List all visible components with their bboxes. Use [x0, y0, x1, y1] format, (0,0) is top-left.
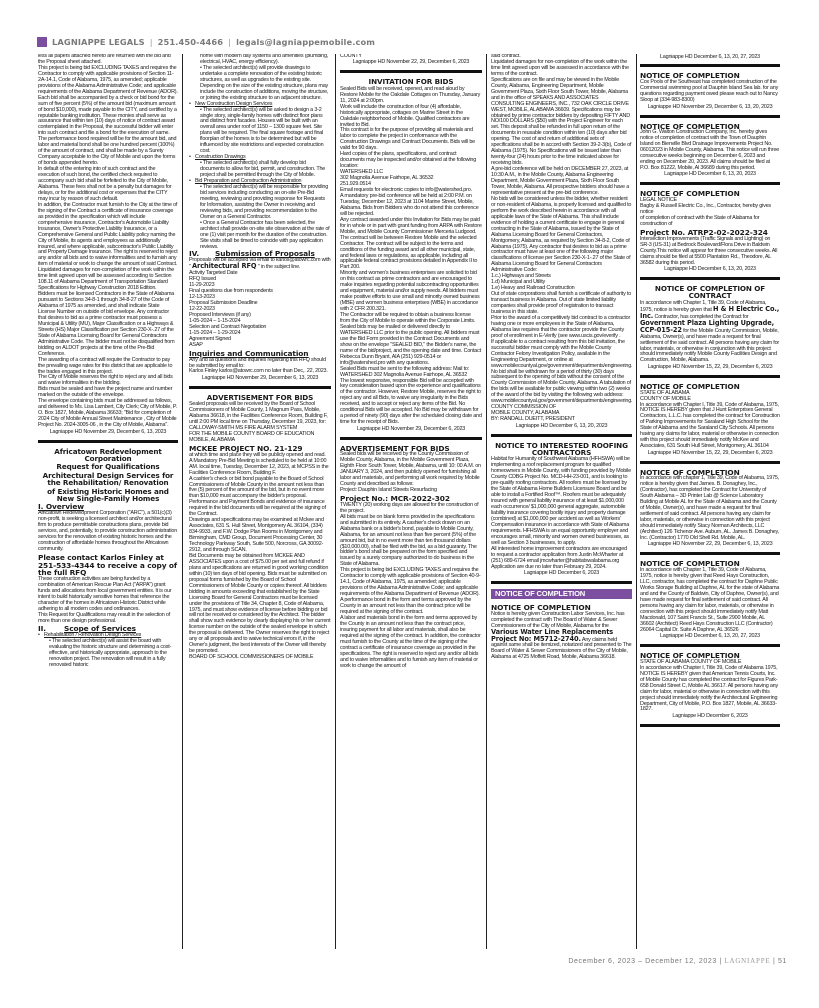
notice-line: RFQ Issued — [189, 276, 217, 283]
notice-paragraph: TWENTY (20) working days are allowed for the construction of the project. — [340, 501, 479, 514]
notice-paragraph: Bid Documents may be obtained from MCKEE AND ASSOCIATES upon a cost of $75.00 per set and full refund if plans and specifications are returned in good working condition within (10) ten days of bid opening. Bids must be submitted on proposal forms furnished by the Board of School Commissioners of Mobile County or copies thereof. All bidders bidding in amounts exceeding that established by the State Licensing Board for General Contractors must be licensed under the provisions of Title 34, Chapter 8, Code of Alabama, 1975, and must show evidence of license before bidding or bid will not be received or considered by the Architect. The bidder shall show such evidence by clearly displaying his or her current license number on the outside of the sealed envelope in which the proposal is delivered. The Owner reserves the right to reject any or all proposals and to waive technical errors if, in the Owner's judgment, the best interests of the Owner will thereby be promoted. — [189, 552, 331, 655]
header-email[interactable]: legals@lagniappemobile.com — [236, 37, 376, 47]
notice-paragraph: In default of the entering into of such contract and the execution of such bond, the certified check required to accompany such bid shall be forfeited to the City of Mobile, Alabama. These fees shall not be a penalty but damages for delays, or for the additional cost or expenses that the CITY may incur by reason of such default. — [38, 166, 172, 202]
notice-paragraph: Hard copies of the plans, specifications, and contract documents may be inspected and/or obtained at the following location: — [340, 151, 477, 170]
notice-lines — [491, 274, 632, 292]
section-title: LAGNIAPPE LEGALS — [52, 37, 145, 47]
notice-heading: Please contact Karlos Finley at 251-533-4344 to receive a copy of the full RFQ — [38, 552, 177, 578]
notice-paragraph: Minority and women's business enterprises are solicited to bid on this contract as prime contractors and are encouraged to make inquiries regarding potential subcontracting opportunities and equipment, material and/or supply needs. All bidders must make positive efforts to use small and minority owned business (MBE) and women business enterprises (WBE) in accordance with 2 CFR 200.321. — [340, 270, 480, 313]
column-5 — [640, 54, 780, 949]
notice-line: 11-29-2023 — [189, 282, 215, 289]
notice-paragraph: A cashier's check or bid bond payable to the Board of School Commissioners of Mobile County in the amount not less than five (5) percent of the amount of the bid, but in no event more than $10,000 must accompany the bidder's proposal. Performance and Payment Bonds and evidence of insurance required in the bid documents will be required at the signing of the Contract. — [189, 475, 326, 518]
column-divider — [335, 54, 336, 949]
run-dates: Lagniappe HD December 6, 2023 — [523, 569, 600, 576]
run-dates: Lagniappe HD November 15, 22, 29, December 6, 2023 — [647, 449, 773, 456]
notice-paragraph: Sealed proposals will be received by the Board of School Commissioners of Mobile County, 1 Magnum Pass, Mobile, Alabama 36618, in the Facilities Conference Room, Building F, until 2:00 PM local time on Thursday, December 19, 2023, for: — [189, 401, 328, 426]
page-number: 51 — [778, 958, 787, 965]
run-dates: Lagniappe HD December 6, 13, 20, 27, 2023 — [659, 54, 761, 60]
notice-divider — [340, 437, 482, 440]
notice-heading: NOTICE OF COMPLETION — [640, 381, 740, 391]
run-dates: Lagniappe HD November 15, 22, 29, December 6, 2023 — [647, 363, 773, 370]
scope-description: • The selected architect(s) will be asked to design a 3-2 single story, single-family homes with distinct floor plans and distinct front facades. Houses will be built with an overall area under roof of 1150 – 1300 square feet. Site plans will be required. The final square footage and final floorplan of the homes is to be determined but will be influenced by site restrictions and expected construction cost. — [200, 106, 324, 155]
notice-heading: NOTICE OF COMPLETION — [640, 189, 740, 199]
notice-paragraph: Specifications are on file and may be viewed in the Mobile County, Alabama, Engineering Department, Mobile Government Plaza, Sixth Floor South Tower, Mobile, Alabama and in the office of SPEAKS AND ASSOCIATES CONSULTING ENGINEERS, INC., 732 OAK CIRCLE DRIVE WEST, MOBILE, ALABAMA 36609. Specifications may be obtained by prime contractor bidders by depositing FIFTY AND NO/100 DOLLARS ($50) with the Project Engineer for each set. This deposit shall be refunded in full upon return of the documents in reusable condition within ten (10) days after bid opening. The cost of and return of additional sets of specifications shall be in accord with Section 39-2-3(b), Code of Alabama (1975). No Specifications will be issued later than twenty-four (24) hours prior to the time indicated above for receiving bids. — [491, 76, 632, 167]
notice-paragraph: Any and all questions and inquiries regarding this RFQ should be submitted by email to: — [189, 356, 326, 369]
notice-paragraph: A Mandatory Pre-Bid Meeting is scheduled to be held at 10:00 AM. local time, Tuesday, December 12, 2023, at MCPSS in the Facilities Conference Room, Building F. — [189, 457, 329, 476]
notice-paragraph: Project: Dauphin Island Streets Resurfacing — [340, 487, 437, 494]
notice-paragraph: The Contractor will be required to obtain a business license from the City of Mobile to operate within the Corporate Limits. — [340, 312, 476, 324]
notice-paragraph: Drawings and specifications may be examined at Mckee and Associates, 631 S. Hull Street, Montgomery AL 36104, (334) 834-9933, and F.W. Dodge Plan Rooms in Montgomery and Birmingham, CMD Group, Document Processing Center, 30 Technology Parkway South, Suite 500, Norcross, GA 30092-2912, and through SCAN. — [189, 517, 324, 553]
notice-paragraph: Prior to the award of a competitively bid contract to a contractor having one or more employees in the State of Alabama, Alabama law requires that the contractor provide the County proof of enrollment in E-Verify (see www.uscis.gov/everify . — [491, 314, 631, 339]
notice-paragraph: The envelope containing bids must be addressed as follows, and delivered to Ms. Lisa Lambert, City Clerk; City of Mobile, P. O. Box 1827, Mobile, Alabama 36633; "Bid for completion of 2024 City of Mobile Annual Street Maintenance , City of Mobile Project No. 2024-3005-06 , in the City of Mobile, Alabama". — [38, 398, 177, 429]
notice-lines — [640, 391, 780, 403]
notice-line: Activity Targeted Date — [189, 270, 238, 277]
run-dates: Lagniappe HD December 6, 13, 20, 2023 — [664, 266, 756, 273]
notice-paragraph: Liquidated damages for non-completion of the work within the time limit agreed upon will be assessed in accordance with the terms of the contract. — [491, 58, 629, 77]
notice-line: 1.d) Municipal and Utility — [491, 279, 546, 286]
notice-paragraph: In accordance with Chapter I, Title 39, Code of Alabama, 1975, NOTICE IS HEREBY given that J Hunt Enterprises General Contractors, L.L.C. has completed the contract for Construction of Parking Improvements for Saraland High School for the State of Alabama and the Saraland City Schools. All persons having any claims for labor, material or otherwise in connection with this project should immediately notify McKee and Associates, 631 South Hull Street, Montgomery, AL 36104 — [640, 401, 780, 450]
notice-heading: of Existing Historic Homes and New Single-Family Homes — [47, 486, 169, 503]
scope-item: • New Construction Design Services — [189, 102, 331, 108]
notice-line: WATERSHED LLC — [340, 169, 384, 176]
notice-heading: INVITATION FOR BIDS — [368, 77, 454, 87]
text-run: " in the subject line. — [256, 264, 301, 271]
notice-heading: ADVERTISEMENT FOR BIDS — [340, 443, 450, 453]
run-dates: Lagniappe HD November 22, 29, December 6, 13, 2023 — [647, 541, 773, 548]
notice-paragraph: No bid shall be withdrawn for a period of thirty (30) days subsequent to the opening of bids without the consent of the County Commission of Mobile County, Alabama. A tabulation of the bids will be available for public viewing within two (2) weeks of the award of the bid by visiting the following web address: www.mobilecountyal.gov/government/departments/engineering. — [491, 368, 632, 405]
notice-paragraph — [491, 612, 632, 662]
section-number: IV. — [189, 249, 200, 259]
notice-paragraph: John G. Walton Construction Company, Inc. hereby gives notice of completion of contract with the Town of Dauphin Island on Bienville Blvd Drainage Improvements Project No. 06012023 in Mobile County, Alabama. This notice will run three consecutive weeks beginning on December 6, 2023 and ending on December 20, 2023. All claims should be filed at P.O. Box 81222, Mobile, Al 36689 during this period. — [640, 129, 780, 172]
notice-paragraph: BOARD OF SCHOOL COMMISSIONERS OF MOBILE — [189, 654, 314, 661]
notice-lines — [640, 198, 780, 228]
notice-divider — [38, 440, 178, 443]
scope-description: • Once a General Contractor has been selected, the architect shall provide on-site site observation at the rate of one (1) visit per month for the duration of the construction. Site visits shall be timed to coincide with pay application reviews. — [200, 219, 330, 250]
notice-divider — [640, 461, 780, 464]
header-phone: 251.450-4466 — [157, 37, 224, 47]
emphasized-text: Government Plaza Lighting Upgrade, CCP-015-22 — [640, 318, 775, 334]
notice-paragraph: The City of Mobile reserves the right to reject any and all bids and waive informalities in the bidding. — [38, 374, 173, 387]
notice-line: Final questions due from respondents — [189, 288, 273, 295]
column-4 — [491, 54, 632, 949]
notice-line: Proposal Submission Deadline — [189, 300, 258, 307]
notice-paragraph: In accordance with chapter 1, Title 39, Code of Alabama, 1975, notice is hereby given that James. B. Donaghey, Inc., (Contractor), has completed the Contract for University of South Alabama – 3D Printer Lab @ Science Laboratory Building at Mobile AL for the State of Alabama and the County of Mobile, Owner(s), and have made a request for final settlement of said contract. All persons having any claim for labor, materials, or otherwise in connection with this project should immediately notify Stacy Norman Architects, LLC (Architect) 126 Tichenor Ave. Auburn, AL. James B. Donaghey, Inc. (Contractor) 1770 Old Shell Rd. Mobile, AL. — [640, 475, 780, 541]
emphasized-text: Various Water Line Replacements Project No: M5712-2740. — [491, 627, 614, 643]
notice-heading: NOTICE TO INTERESTED ROOFING CONTRACTORS — [495, 440, 628, 457]
notice-paragraph: A labor and materials bond in the form and terms approved by the County in an amount not less than the contract price, insuring payment for all labor and materials, shall also be required at the signing of the contract. In addition, the contractor must furnish to the County at the time of the signing of the contract a certificate of insurance coverage as provided in the specifications. The right is reserved to reject any and/or all bids and to waive informalities and to furnish any item of material or work to change the amount of — [340, 614, 481, 669]
scope-item: • Bid Preparation and Construction Administration — [189, 179, 331, 185]
notice-paragraph: Sealed Bids will be received, opened, and read aloud by Restore Mobile for the Oakdale Cottages on Thursday, January 11, 2024 at 2:00pm. — [340, 85, 481, 104]
notice-paragraph: In accordance with Chapter 1, Title 39, Code of Alabama, 1975, notice is hereby given that Reed Hays Construction, LLC, contractor, has completed the contract for Daphne Public Works Storage Building at Daphne, AL for the state of Alabama and and the County of Baldwin, City of Daphne, Owner(s), and have made request for final settlement of said contract. All persons having any claim for labor, materials, or otherwise in connection with this project should immediately notify Matt Macdonald, 107 Saint Francis St., Suite 2900 Mobile, AL 36602 (Architect) Reed Hays Construction LLC (Contractor) 26064 Capital Dr. Suite A Daphne, AL 36526 — [640, 567, 780, 633]
notice-paragraph: Intersection Improvements (Traffic Signals and Lighting) on SR-3 (US-31) at Bedrock Boulevard/Flora Drive in Baldwin County.This notice will appear for three consecutive weeks. All claims should be filed at 5500 Plantation Rd., Theodore, AL 36582 during this period. — [640, 235, 778, 266]
header-separator: | — [149, 37, 153, 47]
emphasized-text: H & H Electric Co., Inc. — [640, 304, 780, 320]
notice-paragraph: A mandatory pre-bid conference will be held at 2:00 P.M. on Tuesday, December 12, 2023 at 1104 Marine Street, Mobile, Alabama. Bids from Bidders who do not attend this conference will be rejected. — [340, 192, 479, 217]
notice-line: Selection and Contract Negotiation — [189, 323, 267, 330]
column-3 — [340, 54, 482, 949]
text-run: Proposals will be accepted via email to karlos@atowrc.com with " — [189, 257, 331, 271]
notice-line: ASAP — [189, 341, 203, 348]
notice-paragraph: This contract is for the purpose of providing all materials and labor to complete the project in conformance with the Construction Drawings and Contract Documents. Bids will be valid for 90 days. — [340, 127, 475, 152]
scope-item: • Construction Drawings — [189, 155, 331, 161]
notice-paragraph: This project is being bid EXCLUDING TAXES and requires the Contractor to comply with applicable provisions of Section 40-9-14.1, Code of Alabama, 1975, as amended; applicable provisions of the Alabama Administrative Code; and applicable requirements of the Alabama Department of Revenue (ADOR). — [340, 567, 481, 598]
notice-divider — [640, 724, 780, 727]
text-run: for the Mobile County Commission, Mobile, Alabama, Owner(s), and have made a request for final settlement of the said contract. All persons having any claim for labor, materials, or otherwise in conjunction with this project should immediately notify Mobile County Facilities Design and Construction, Mobile, Alabama. — [640, 327, 780, 364]
text-run: In accordance with Chapter 1, Title 39, Code of Alabama, 1975, notice is hereby given that — [640, 299, 767, 313]
notice-paragraph: This project is being bid EXCLUDING TAXES and requires the Contractor to comply with applicable provisions of Section 11-2A-14.1, Code of Alabama, 1975, as amended; applicable provisions of the Alabama Administrative Code; and applicable requirements of the Alabama Department of Revenue (ADOR). — [38, 64, 178, 95]
column-divider — [486, 54, 487, 949]
section-title: Scope of Services — [64, 623, 136, 633]
notice-divider — [340, 70, 482, 73]
notice-heading: Project No. ATRP2-02-2022-324 — [640, 228, 768, 237]
notice-paragraph: Cox Pools of the Southeast has completed construction of the Commercial swimming pool at Dauphin Island Sea lab. for any questions regarding payment owed please reach out to Nancy Sloop at (334-983-8300) — [640, 79, 779, 104]
notice-divider — [640, 277, 780, 280]
notice-heading: Project No.: MCR-2022-302 — [340, 494, 450, 504]
notice-paragraph: Application are due no later than February 29, 2024. — [491, 563, 607, 570]
emphasized-text: Architectural RFQ — [192, 262, 257, 271]
run-dates: Lagniappe HD November 29, December 6, 2023 — [356, 425, 466, 432]
notice-paragraph: Bidders must be licensed Contractors in the State of Alabama pursuant to Sections 34-8-1 through 34-8-27 of the Code of Alabama of 1975 as amended, and shall indicate State License Number on outside of bid envelope. Any contractor that desires to bid as a prime contractor must possess a Municipal & Utility (MU), Major Classification or a Highways & Streets (HS) Major Classification per Section 230-X-.27 of the State of Alabama Licensing Board for General Contractors Administrative Code. The bidder must not be disqualified from bidding on ALDOT projects at the time of the Pre-Bid Conference. — [38, 291, 175, 357]
text-run: Notice is hereby given Construction Labor Services, Inc. has completed the contract with The Board of Water & Sewer Commissioners of the City of Mobile, Alabama for the — [491, 610, 625, 629]
notice-line: COUNTY COMMISSION OF — [491, 404, 557, 411]
column-2 — [189, 54, 331, 949]
notice-paragraph: The awarding of a contract will require the Contractor to pay the prevailing wage rates for this district that are applicable to the trades engaged in this project. — [38, 356, 173, 375]
issue-dates: December 6, 2023 – December 12, 2023 — [568, 958, 717, 965]
column-1 — [38, 54, 178, 949]
notice-lines — [189, 426, 331, 444]
notice-lines — [491, 405, 632, 423]
notice-paragraph: Sealed bids may be mailed or delivered directly to WATERSHED LLC prior to the public opening. All bidders must use the Bid Form provided in the Contract Documents and show on the envelope "SEALED BID," the Bidder's name, the name of the bid/project, and the opening date and time. Contact Rebecca Dunn Bryant, AIA (251) 929-0514 or info@watershed.pro with any questions. — [340, 323, 481, 366]
page-footer — [568, 957, 787, 965]
notice-divider — [189, 386, 331, 389]
scope-item: • Rehabilitation / Renovation Design Services — [38, 633, 178, 639]
notice-paragraph: In addition, the Contractor must furnish to the City at the time of the signing of the Contract a certificate of insurance coverage as provided in the specification which will include comprehensive insurance, Contractor's Automobile Liability Insurance, Owner's Protective Liability Insurance, or a Comprehensive General and Public Liability policy naming the City of Mobile, its agents and employees as additionally insured, and where applicable, subcontractor's Public Liability and Property Damage Insurance. The right is reserved to reject any and/or all bids and to waive informalities and to furnish any item of material or work to change the amount of said Contract. — [38, 201, 178, 268]
notice-paragraph: less all papers attached hereto are returned with the bid and the Proposal sheet attached. — [38, 54, 171, 65]
notice-heading: MCKEE PROJECT NO. 21-129 — [189, 443, 303, 453]
notice-line: CALLOWAY-SMITH MS FIRE ALARM SYSTEM — [189, 425, 298, 432]
notice-paragraph: Bids must be sealed and have the project name and number marked on the outside of the envelope. — [38, 386, 173, 399]
notice-paragraph: All bids must be on blank forms provided in the specifications and submitted in its entirety. A cashier's check drawn on an Alabama bank or a bidder's bond, payable to Mobile County, Alabama, for an amount not less than five percent (5%) of the amount bid, but in no event more than ten thousand dollars ($10,000.00), shall be filed with the bid, as a bid guaranty. The bidder's bond shall be prepared on the form specified and issued by a surety company authorized to do business in the State of Alabama. — [340, 513, 477, 568]
notice-heading: Africatown Redevelopment Corporation — [54, 446, 162, 463]
notice-paragraph: A pre-bid conference will be held on DECEMBER 27, 2023, at 10:30 A.M., in the Mobile County, Alabama Engineering Department, Mobile Government Plaza, Sixth Floor South Tower, Mobile, Alabama. All prospective bidders should have a representative present at the pre-bid conference. — [491, 166, 630, 196]
notice-paragraph — [640, 301, 780, 365]
notice-divider — [640, 64, 780, 67]
notice-divider — [640, 552, 780, 555]
notice-divider — [640, 115, 780, 118]
notice-heading: NOTICE OF COMPLETION — [491, 602, 591, 612]
run-dates: Lagniappe HD December 6, 13, 20, 27, 2023 — [659, 633, 761, 640]
notice-heading: Request for Qualifications — [56, 462, 160, 472]
notice-divider — [640, 375, 780, 378]
section-heading: I. Overview — [38, 502, 84, 512]
notice-heading: Architectural Design Services for the Rehabilitation/ Renovation — [42, 470, 174, 488]
scope-description: • The selected architect(s) will assist the board with evaluating the historic structure and determining a cost-effective, and historically appropriate, approach to the renovation project. The renovation will result in a fully renovated historic — [49, 637, 172, 668]
notice-line: Proposed Interviews (if any) — [189, 312, 251, 319]
notice-divider — [491, 434, 632, 437]
notice-line: FOR THE MOBILE COUNTY BOARD OF EDUCATION — [189, 431, 315, 438]
notice-line: MOBILE, ALABAMA — [189, 436, 235, 443]
run-dates: Lagniappe HD November 29, December 6, 13, 20, 2023 — [647, 103, 773, 110]
notice-paragraph: Africatown Redevelopment Corporation ("ARC"), a 501(c)(3) non-profit, is seeking a licensed architect and/or architectural firm to produce permittable constructions plans, provide bid services, and, potentially, to provide construction administration services for the renovation of existing historic homes and the construction of affordable homes throughout the Africatown community. — [38, 510, 178, 552]
notice-paragraph: Liquidated damages for non-completion of the work within the time limit agreed upon will be assessed according to Section 108.11 of Alabama Department of Transportation Standard Specifications for Highway Construction 2018 Edition. — [38, 267, 175, 292]
notice-line: 302 Magnolia Avenue Fairhope, AL 36532 — [340, 175, 434, 182]
notice-line: 1-15-2024 – 1-29-2024 — [189, 329, 241, 336]
notice-line: LEGAL NOTICE — [640, 197, 677, 204]
notice-paragraph: Each bid shall be accompanied by a check or bid bond for the sum of five percent (5%) of the amount bid (maximum amount of bond $10,000), made payable to the CITY, and certified by a reputable banking institution. These monies shall serve as assurance that within ten (10) days of notice of contract award contemplated in the Proposal, the successful bidder will enter into such contract and file a bond for the execution of same. — [38, 94, 177, 137]
notice-paragraph: Email requests for electronic copies to info@watershed.pro. — [340, 187, 472, 194]
section-heading: Inquiries and Communication — [189, 348, 309, 358]
brand-square-icon — [37, 37, 47, 47]
notice-paragraph: at which time and place they will be publicly opened and read. — [189, 451, 326, 458]
notice-lines — [189, 271, 331, 348]
notice-line: BY: RANDALL DUEITT, PRESIDENT — [491, 416, 575, 423]
text-run: Contractor, has completed the Contract for — [653, 313, 749, 320]
page-header — [37, 36, 375, 48]
notice-divider — [640, 644, 780, 647]
notice-paragraph: Any contract awarded under this Invitation for Bids may be paid for in whole or in part with grant funding from ARPA with Restore Mobile, and Mobile County Commissioner Merceria Ludgood. The contract will be between Restore Mobile and the selected Contractor. The contract will be subject to the terms and conditions of the funding award and all other municipal, state, and federal laws or regulations, as applicable, including all applicable federal contract provisions detailed in Appendix II to Part 200. — [340, 216, 482, 271]
notice-paragraph: Sealed Bids must be sent to the following address: Mail to: WATERSHED 302 Magnolia Avenue Fairhope, AL 36532 — [340, 365, 470, 378]
column-divider — [636, 54, 637, 949]
notice-heading: NOTICE OF COMPLETION OF CONTRACT — [654, 284, 766, 301]
footer-separator: | — [719, 958, 722, 965]
run-dates: Lagniappe HD December 6, 13, 20, 2023 — [664, 171, 756, 178]
notice-line: 12-22-2023 — [189, 306, 215, 313]
notice-heading: NOTICE OF COMPLETION — [640, 121, 740, 131]
notice-paragraph: This Request for Qualifications may result in the selection of more than one design professional. — [38, 611, 171, 624]
run-dates: Lagniappe HD November 22, 29, December 6, 2023 — [352, 59, 470, 66]
notice-line: Agreement Signed — [189, 335, 231, 342]
notice-paragraph: If applicable to a contract resulting from this bid invitation, the successful bidder must comply with the Mobile County Contractor Felony Investigation Policy, available in the Engineering Department, or online at www.mobilecountyal.gov/government/departments/engineering. — [491, 338, 632, 369]
scope-description: • The selected architect(s) will be responsible for providing bid services including conducting an on-site Pre-Bid meeting, reviewing and providing response for Requests for Information, assisting the Owner in receiving and reviewing bids, and providing recommendation to the Owner on a General Contractor. — [200, 183, 329, 220]
notice-line: Bagby & Russell Electric Co., Inc., Contractor, hereby gives notice — [640, 203, 771, 216]
section-title: Submission of Proposals — [215, 249, 315, 259]
notice-paragraph: COUNTY — [340, 54, 362, 59]
notice-paragraph: The performance bond required will be for the amount bid, and labor and material bond shall be one hundred percent (100%) of the amount of contract, and shall be made by a Surety Company acceptable to the City of Mobile and upon the forms of bonds appended hereto. — [38, 136, 177, 167]
publication-name: LAGNIAPPE — [724, 957, 771, 965]
notice-heading: NOTICE OF COMPLETION — [640, 71, 740, 81]
text-run: Any claims held against same shall be itemized, notarized and presented to The Board of Water & Sewer Commissioners of the City of Mobile, Alabama at 4725 Moffett Road, Mobile, Alabama 36618. — [491, 636, 632, 661]
scope-description: • The selected architect(s) will provide drawings to undertake a complete renovation of the existing historic structures, as well as upgrades to the existing site. Depending on the size of the existing structure, plans may include the construction of additions, moving the structure, or joining the existing structure to an adjacent structure. — [200, 64, 329, 101]
scope-description: • The selected architect(s) shall fully develop bid documents to allow for bid, permit, and construction. The project shall be permitted through the City of Mobile. — [200, 160, 326, 179]
notice-paragraph: In accordance with Chapter I, Title 39, Code of Alabama 1975, NOTICE IS HEREBY given that American Tennis Courts, Inc. of Mobile County has completed the contract for Figures Park- 658 Donald Street C, Mobile AL 36617. All persons having any claim for labor, material or otherwise in connection with this project should immediately notify the Architectural Engineering Department, City of Mobile, P.O. Box 1827, Mobile, AL 36633-1827. — [640, 664, 779, 713]
category-banner: NOTICE OF COMPLETION — [491, 589, 632, 599]
notice-heading: NOTICE OF COMPLETION — [640, 467, 740, 477]
notice-lines — [340, 170, 482, 188]
notice-line: 1-05-2024 – 1-15-2024 — [189, 317, 241, 324]
notice-heading: NOTICE OF COMPLETION — [640, 651, 740, 661]
scope-description: home with modern day systems and amenities (plumbing, electrical, HVAC, energy efficiency). — [200, 54, 329, 65]
notice-line: STATE OF ALABAMA — [640, 389, 690, 396]
notice-line: 251.929.0514 — [340, 181, 371, 188]
notice-line: 1.c.) Highways and Streets — [491, 273, 551, 280]
notice-line: of completion of contract with the State of Alabama for construction of — [640, 215, 760, 228]
notice-paragraph: The lowest responsive, responsible Bid will be accepted with key consideration based upon the experience and qualifications of the contractor. However, Restore Mobile, reserves the right to reject any and all Bids, to waive any irregularity in the Bids received, and to accept or reject any items of the Bid. No conditional Bids will be accepted. No Bid may be withdrawn for a period of ninety (90) days after the scheduled closing date and time for the receipt of Bids. — [340, 377, 482, 426]
notice-paragraph: These construction activities are being funded by a combination of American Rescue Plan Act ("ARPA") grant funds and allocations from local government entities. It is our intent to build historically sensitive homes that reference the character of the homes in Africatown Historic District while adhering to all modern codes and ordinances. — [38, 576, 172, 612]
notice-paragraph: Sealed bids will be received by the County Commission of Mobile County, Alabama, in the Mobile Government Plaza, Eighth Floor South Tower, Mobile, Alabama, until 10: 00 A.M. on JANUARY 3, 2024, and then publicly opened for furnishing all labor and materials, and performing all work required by Mobile County and described as follows: — [340, 451, 481, 488]
footer-separator: | — [773, 958, 776, 965]
notice-paragraph: STATE OF ALABAMA COUNTY OF MOBILE — [640, 658, 742, 665]
notice-paragraph: said contract. — [491, 54, 521, 59]
run-dates: Lagniappe HD November 29, December 6, 13, 2023 — [201, 374, 319, 381]
notice-paragraph: No bids will be considered unless the bidder, whether resident or non-resident of Alabama, is properly licensed and qualified to perform the work described herein in accordance with all applicable laws of the State of Alabama. This shall include evidence of holding a current certificate to engage in general contracting in the State of Alabama, issued by the State of Alabama Licensing Board for General Contractors, Montgomery, Alabama, as required by Section 34-8-2, Code of Alabama (1975). Any contractor that desires to bid as a prime contractor must have at least one of the following major classifications of license per Section 230-X-1-.27 of the State of Alabama Licensing Board for General Contractors Administrative Code: — [491, 195, 632, 274]
run-dates: Lagniappe HD November 29, December 6, 13, 2023 — [49, 428, 167, 435]
notice-divider — [640, 182, 780, 185]
notice-paragraph: All interested home improvement contractors are encouraged to request a contractor application from Justin McWharter at (251) 689-6724 email jmcwharter@habitatswalabama.org — [491, 545, 627, 564]
notice-line: 12-13-2023 — [189, 294, 215, 301]
section-number: II. — [38, 623, 47, 633]
notice-line: 1.e) Heavy and Railroad Construction — [491, 285, 575, 292]
header-separator: | — [228, 37, 232, 47]
notice-line: COUNTY OF MOBILE — [640, 395, 691, 402]
column-divider — [182, 54, 183, 949]
notice-heading: NOTICE OF COMPLETION — [640, 559, 740, 569]
notice-paragraph: Habitat for Humanity of Southwest Alabama (HFHSWA) will be implementing a roof replacement program for qualified homeowners in Mobile County, with funding provided by Mobile County CDBG Project No. MCD-HH-23-001, and is looking to pre-qualify roofing contractors. All roofers must be licensed by the State of Alabama Home Builders Licensure Board and be able to install a Fortified Roof™. Roofers must be adequately insured with general liability insurance of at least $1,000,000 each occurrence/ $1,000,000 general aggregate, automobile liability insurance covering bodily injury and property damage (combined) at $1,000,000 per accident as well as Workers' Compensation insurance in accordance with State of Alabama requirements. HFHSWA is an equal opportunity employer and encourages small, minority and women owned businesses, as well as Section 3 businesses, to apply. — [491, 456, 631, 546]
run-dates: Lagniappe HD December 6, 2023 — [672, 712, 748, 719]
notice-paragraph: Out of state corporations shall furnish a certificate of authority to transact business in Alabama. Out of state limited liability companies shall provide proof of registration to transact business in this state. — [491, 291, 632, 315]
notice-divider — [491, 581, 632, 584]
notice-paragraph: Work will include the construction of four (4) affordable, historically appropriate, cottages on Marine Street in the Oakdale neighborhood of Mobile. Qualified contractors are invited to Bid. — [340, 103, 470, 128]
notice-paragraph: Karlos Finley karlos@atowrc.com no later than Dec,. 22, 2023. — [189, 368, 328, 375]
notice-line: MOBILE COUNTY, ALABAMA — [491, 410, 560, 417]
notice-paragraph: A performance bond in the form and terms approved by the County in an amount not less than the contract price will be required at the signing of the contract. — [340, 597, 472, 616]
notice-heading: ADVERTISEMENT FOR BIDS — [206, 392, 314, 402]
run-dates: Lagniappe HD December 6, 13, 20, 2023 — [515, 422, 608, 429]
